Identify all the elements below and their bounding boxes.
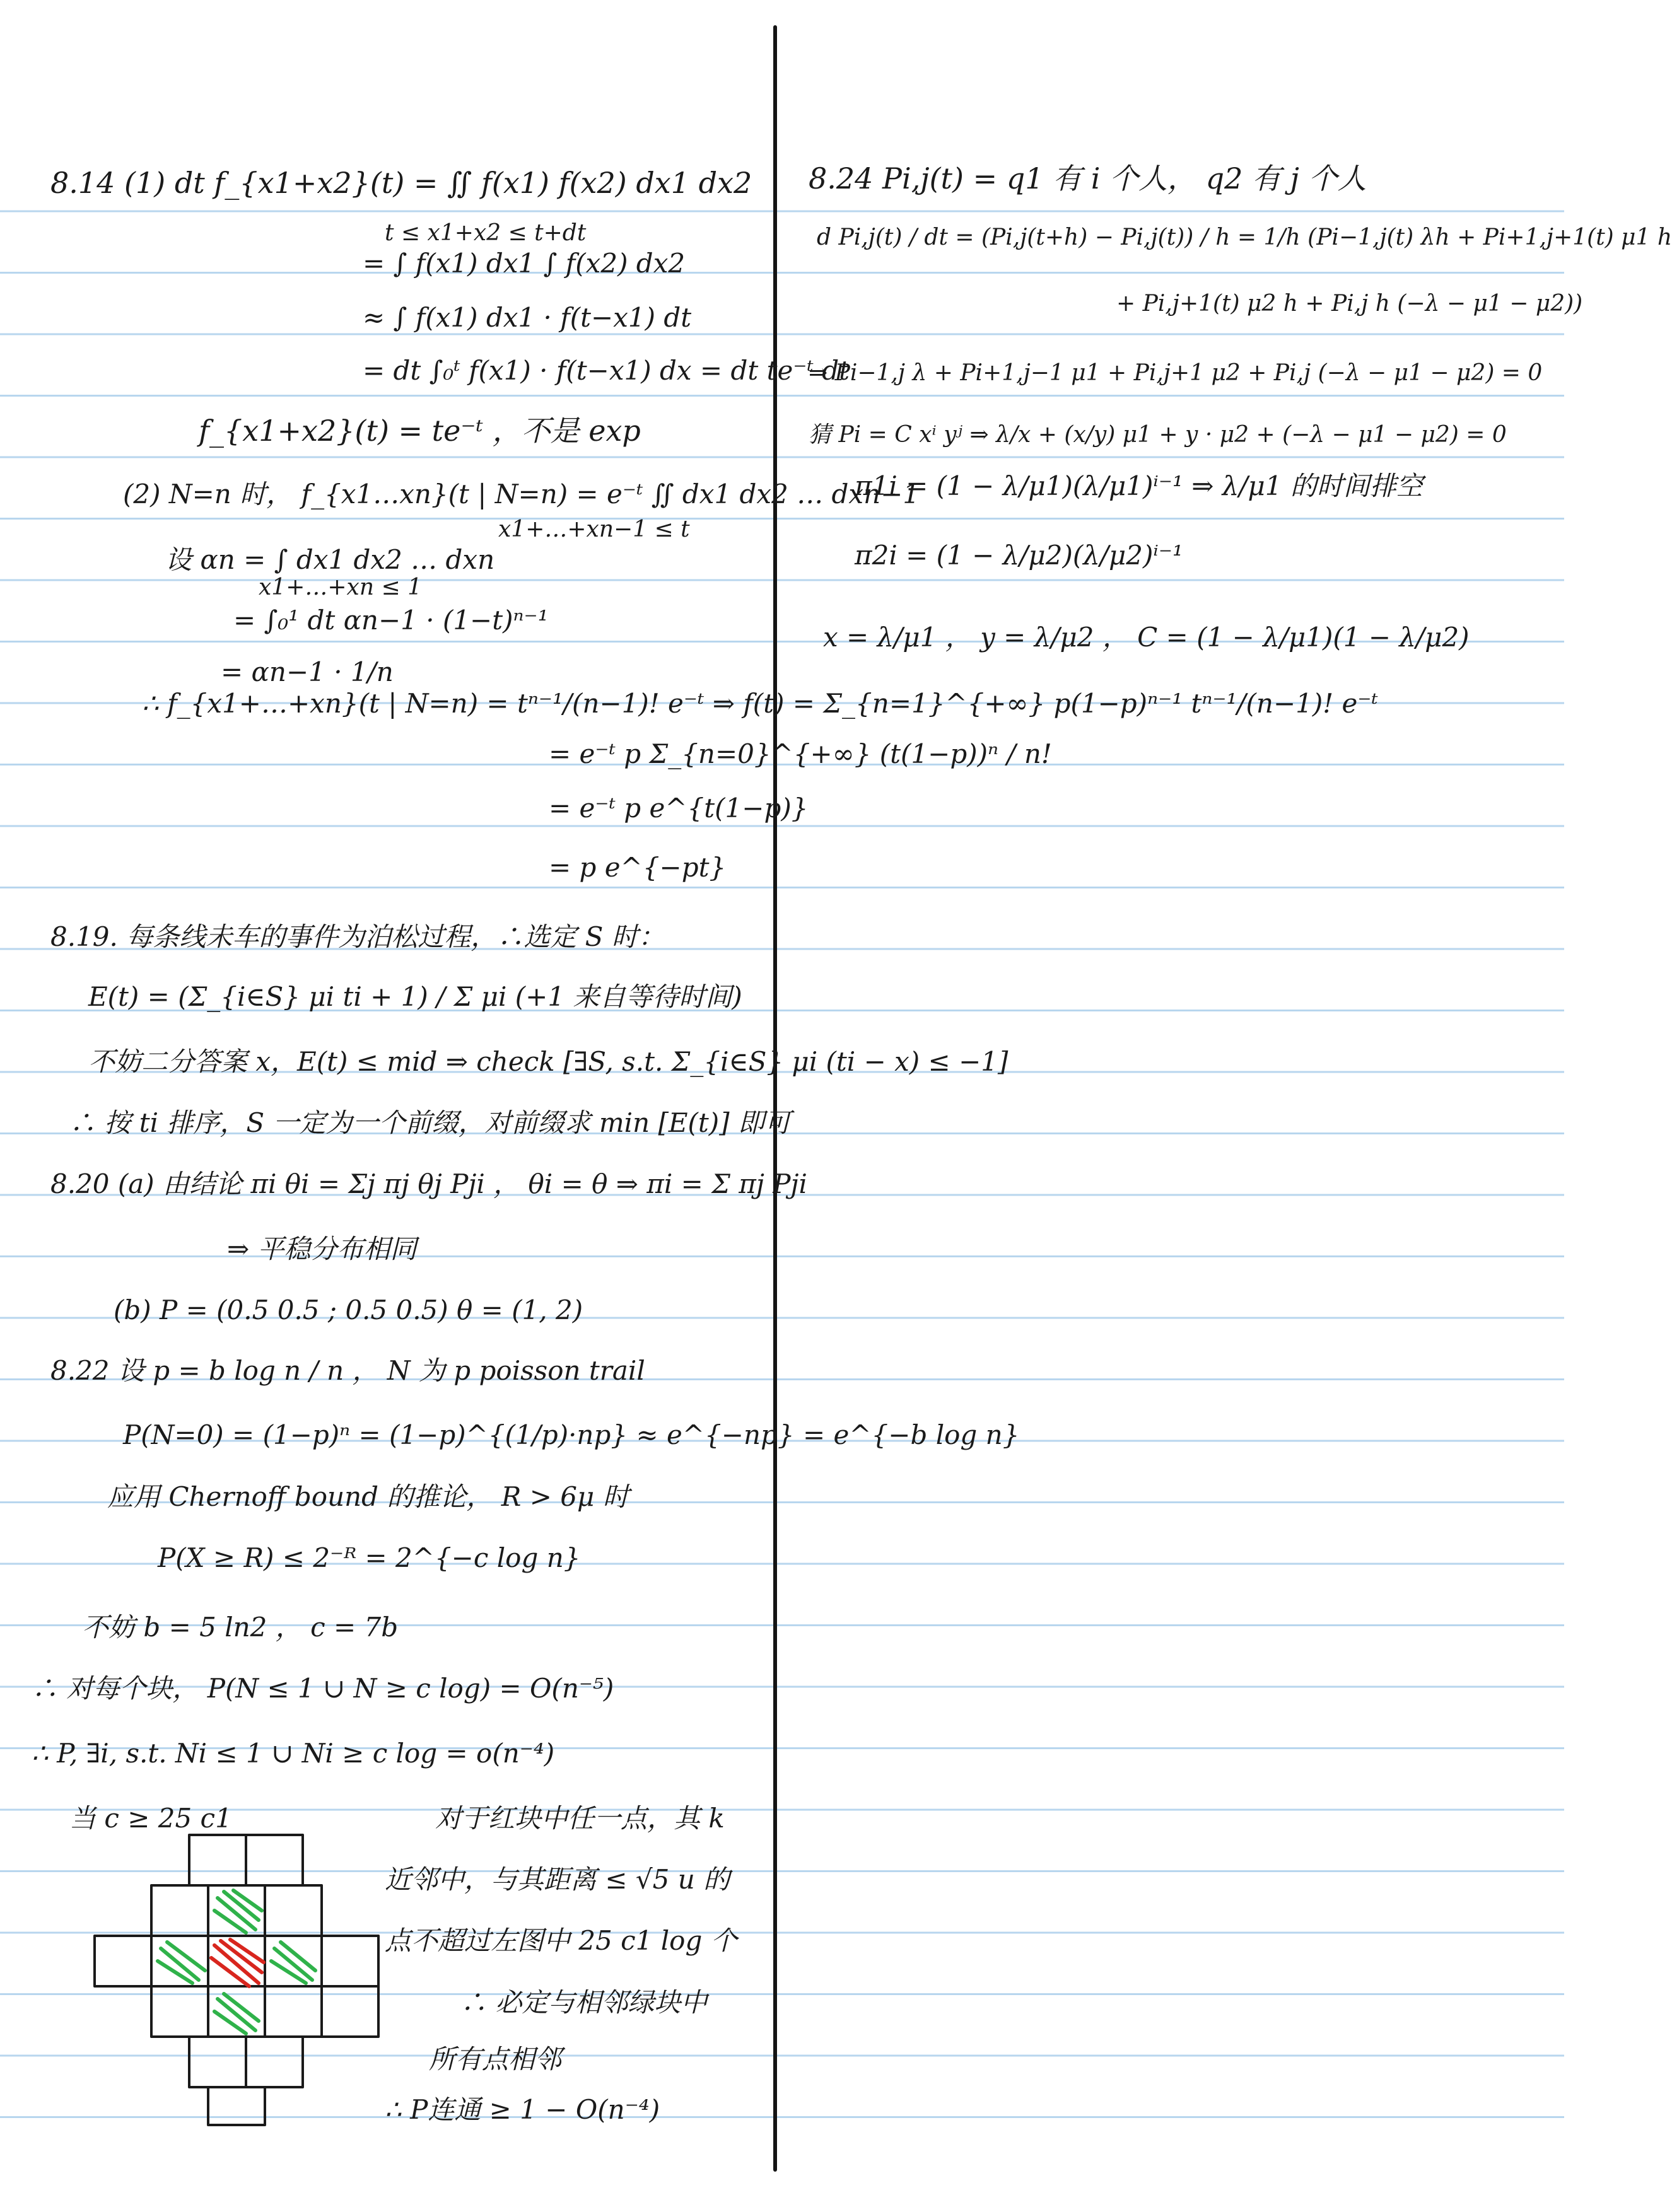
block-grid-sketch bbox=[82, 1829, 423, 2131]
heading-8-14-part1: 8.14 (1) dt f_{x1+x2}(t) = ∬ f(x1) f(x2) dx1 dx2 bbox=[50, 166, 752, 200]
equation-line: ∴ 对每个块， P(N ≤ 1 ∪ N ≥ c log) = O(n⁻⁵) bbox=[32, 1673, 614, 1704]
equation-line: = p e^{−pt} bbox=[549, 852, 727, 883]
equation-line: x = λ/μ1 ， y = λ/μ2 ， C = (1 − λ/μ1)(1 − λ/μ2) bbox=[823, 622, 1470, 653]
equation-line: ⇒ Pi−1,j λ + Pi+1,j−1 μ1 + Pi,j+1 μ2 + Pi,j (−λ − μ1 − μ2) = 0 bbox=[809, 360, 1543, 386]
column-divider bbox=[773, 25, 777, 2172]
result-line: f_{x1+x2}(t) = te⁻ᵗ ，不是 exp bbox=[199, 414, 641, 448]
text-line: 应用 Chernoff bound 的推论， R > 6μ 时 bbox=[107, 1481, 629, 1512]
equation-line: 不妨 b = 5 ln2 ， c = 7b bbox=[82, 1612, 399, 1643]
heading-8-20: 8.20 (a) 由结论 πi θi = Σj πj θj Pji ， θi = θ ⇒ πi = Σ πj Pji bbox=[50, 1168, 807, 1199]
heading-part2: (2) N=n 时， f_{x1…xn}(t | N=n) = e⁻ᵗ ∬ dx1 dx2 … dxn−1 bbox=[123, 479, 920, 509]
equation-line: ≈ ∫ f(x1) dx1 · f(t−x1) dt bbox=[363, 302, 692, 333]
equation-line: = e⁻ᵗ p Σ_{n=0}^{+∞} (t(1−p))ⁿ / n! bbox=[549, 738, 1052, 769]
text-line: ∴ 必定与相邻绿块中 bbox=[460, 1987, 708, 2018]
equation-line: (b) P = (0.5 0.5 ; 0.5 0.5) θ = (1, 2) bbox=[114, 1295, 583, 1325]
equation-line: 不妨二分答案 x，E(t) ≤ mid ⇒ check [∃S, s.t. Σ_{i∈S} μi (ti − x) ≤ −1] bbox=[88, 1046, 1008, 1077]
equation-line: + Pi,j+1(t) μ2 h + Pi,j h (−λ − μ1 − μ2)) bbox=[1116, 291, 1583, 317]
equation-line: ∴ P, ∃i, s.t. Ni ≤ 1 ∪ Ni ≥ c log = o(n⁻⁴) bbox=[32, 1738, 555, 1769]
text-line: 当 c ≥ 25 c1 bbox=[69, 1803, 232, 1834]
text-line: ⇒ 平稳分布相同 bbox=[227, 1233, 417, 1264]
equation-line: d Pi,j(t) / dt = (Pi,j(t+h) − Pi,j(t)) / h = 1/h (Pi−1,j(t) λh + Pi+1,j+1(t) μ1 h bbox=[817, 224, 1672, 250]
equation-line: = ∫ f(x1) dx1 ∫ f(x2) dx2 bbox=[363, 248, 686, 279]
equation-line: = dt ∫₀ᵗ f(x1) · f(t−x1) dx = dt te⁻ᵗ dt bbox=[363, 355, 850, 386]
equation-line: E(t) = (Σ_{i∈S} μi ti + 1) / Σ μi (+1 来自等待时间) bbox=[88, 981, 742, 1012]
equation-line: 猜 Pi = C xⁱ yʲ ⇒ λ/x + (x/y) μ1 + y · μ2 + (−λ − μ1 − μ2) = 0 bbox=[809, 422, 1507, 448]
integral-domain: x1+…+xn ≤ 1 bbox=[259, 574, 422, 600]
equation-line: P(N=0) = (1−p)ⁿ = (1−p)^{(1/p)·np} ≈ e^{−np} = e^{−b log n} bbox=[123, 1419, 1020, 1450]
heading-8-19: 8.19. 每条线未车的事件为泊松过程，∴选定 S 时： bbox=[50, 921, 665, 952]
equation-line: = e⁻ᵗ p e^{t(1−p)} bbox=[549, 793, 809, 824]
text-line: ∴ 按 ti 排序，S 一定为一个前缀，对前缀求 min [E(t)] 即可 bbox=[69, 1107, 791, 1138]
integral-domain: t ≤ x1+x2 ≤ t+dt bbox=[385, 220, 587, 246]
text-line: ∴ P连通 ≥ 1 − O(n⁻⁴) bbox=[385, 2094, 660, 2125]
text-line: 点不超过左图中 25 c1 log 个 bbox=[385, 1925, 737, 1956]
equation-line: π2i = (1 − λ/μ2)(λ/μ2)ⁱ⁻¹ bbox=[855, 540, 1183, 571]
heading-8-22: 8.22 设 p = b log n / n ， N 为 p poisson trail bbox=[50, 1355, 645, 1386]
equation-line: ∴ f_{x1+…+xn}(t | N=n) = tⁿ⁻¹/(n−1)! e⁻ᵗ ⇒ f(t) = Σ_{n=1}^{+∞} p(1−p)ⁿ⁻¹ tⁿ⁻¹/(n−1)! e⁻ᵗ bbox=[142, 688, 1378, 719]
equation-line: P(X ≥ R) ≤ 2⁻ᴿ = 2^{−c log n} bbox=[158, 1542, 581, 1573]
integral-domain: x1+…+xn−1 ≤ t bbox=[498, 516, 690, 542]
equation-line: π1i = (1 − λ/μ1)(λ/μ1)ⁱ⁻¹ ⇒ λ/μ1 的时间排空 bbox=[855, 470, 1423, 501]
equation-line: = αn−1 · 1/n bbox=[221, 656, 394, 687]
heading-8-24: 8.24 Pi,j(t) = q1 有 i 个人， q2 有 j 个人 bbox=[809, 161, 1367, 195]
equation-line: = ∫₀¹ dt αn−1 · (1−t)ⁿ⁻¹ bbox=[233, 605, 549, 636]
text-line: 近邻中，与其距离 ≤ √5 u 的 bbox=[385, 1864, 730, 1895]
text-line: 对于红块中任一点，其 k bbox=[435, 1803, 725, 1834]
equation-line: 设 αn = ∫ dx1 dx2 … dxn bbox=[165, 544, 495, 575]
text-line: 所有点相邻 bbox=[429, 2044, 562, 2075]
